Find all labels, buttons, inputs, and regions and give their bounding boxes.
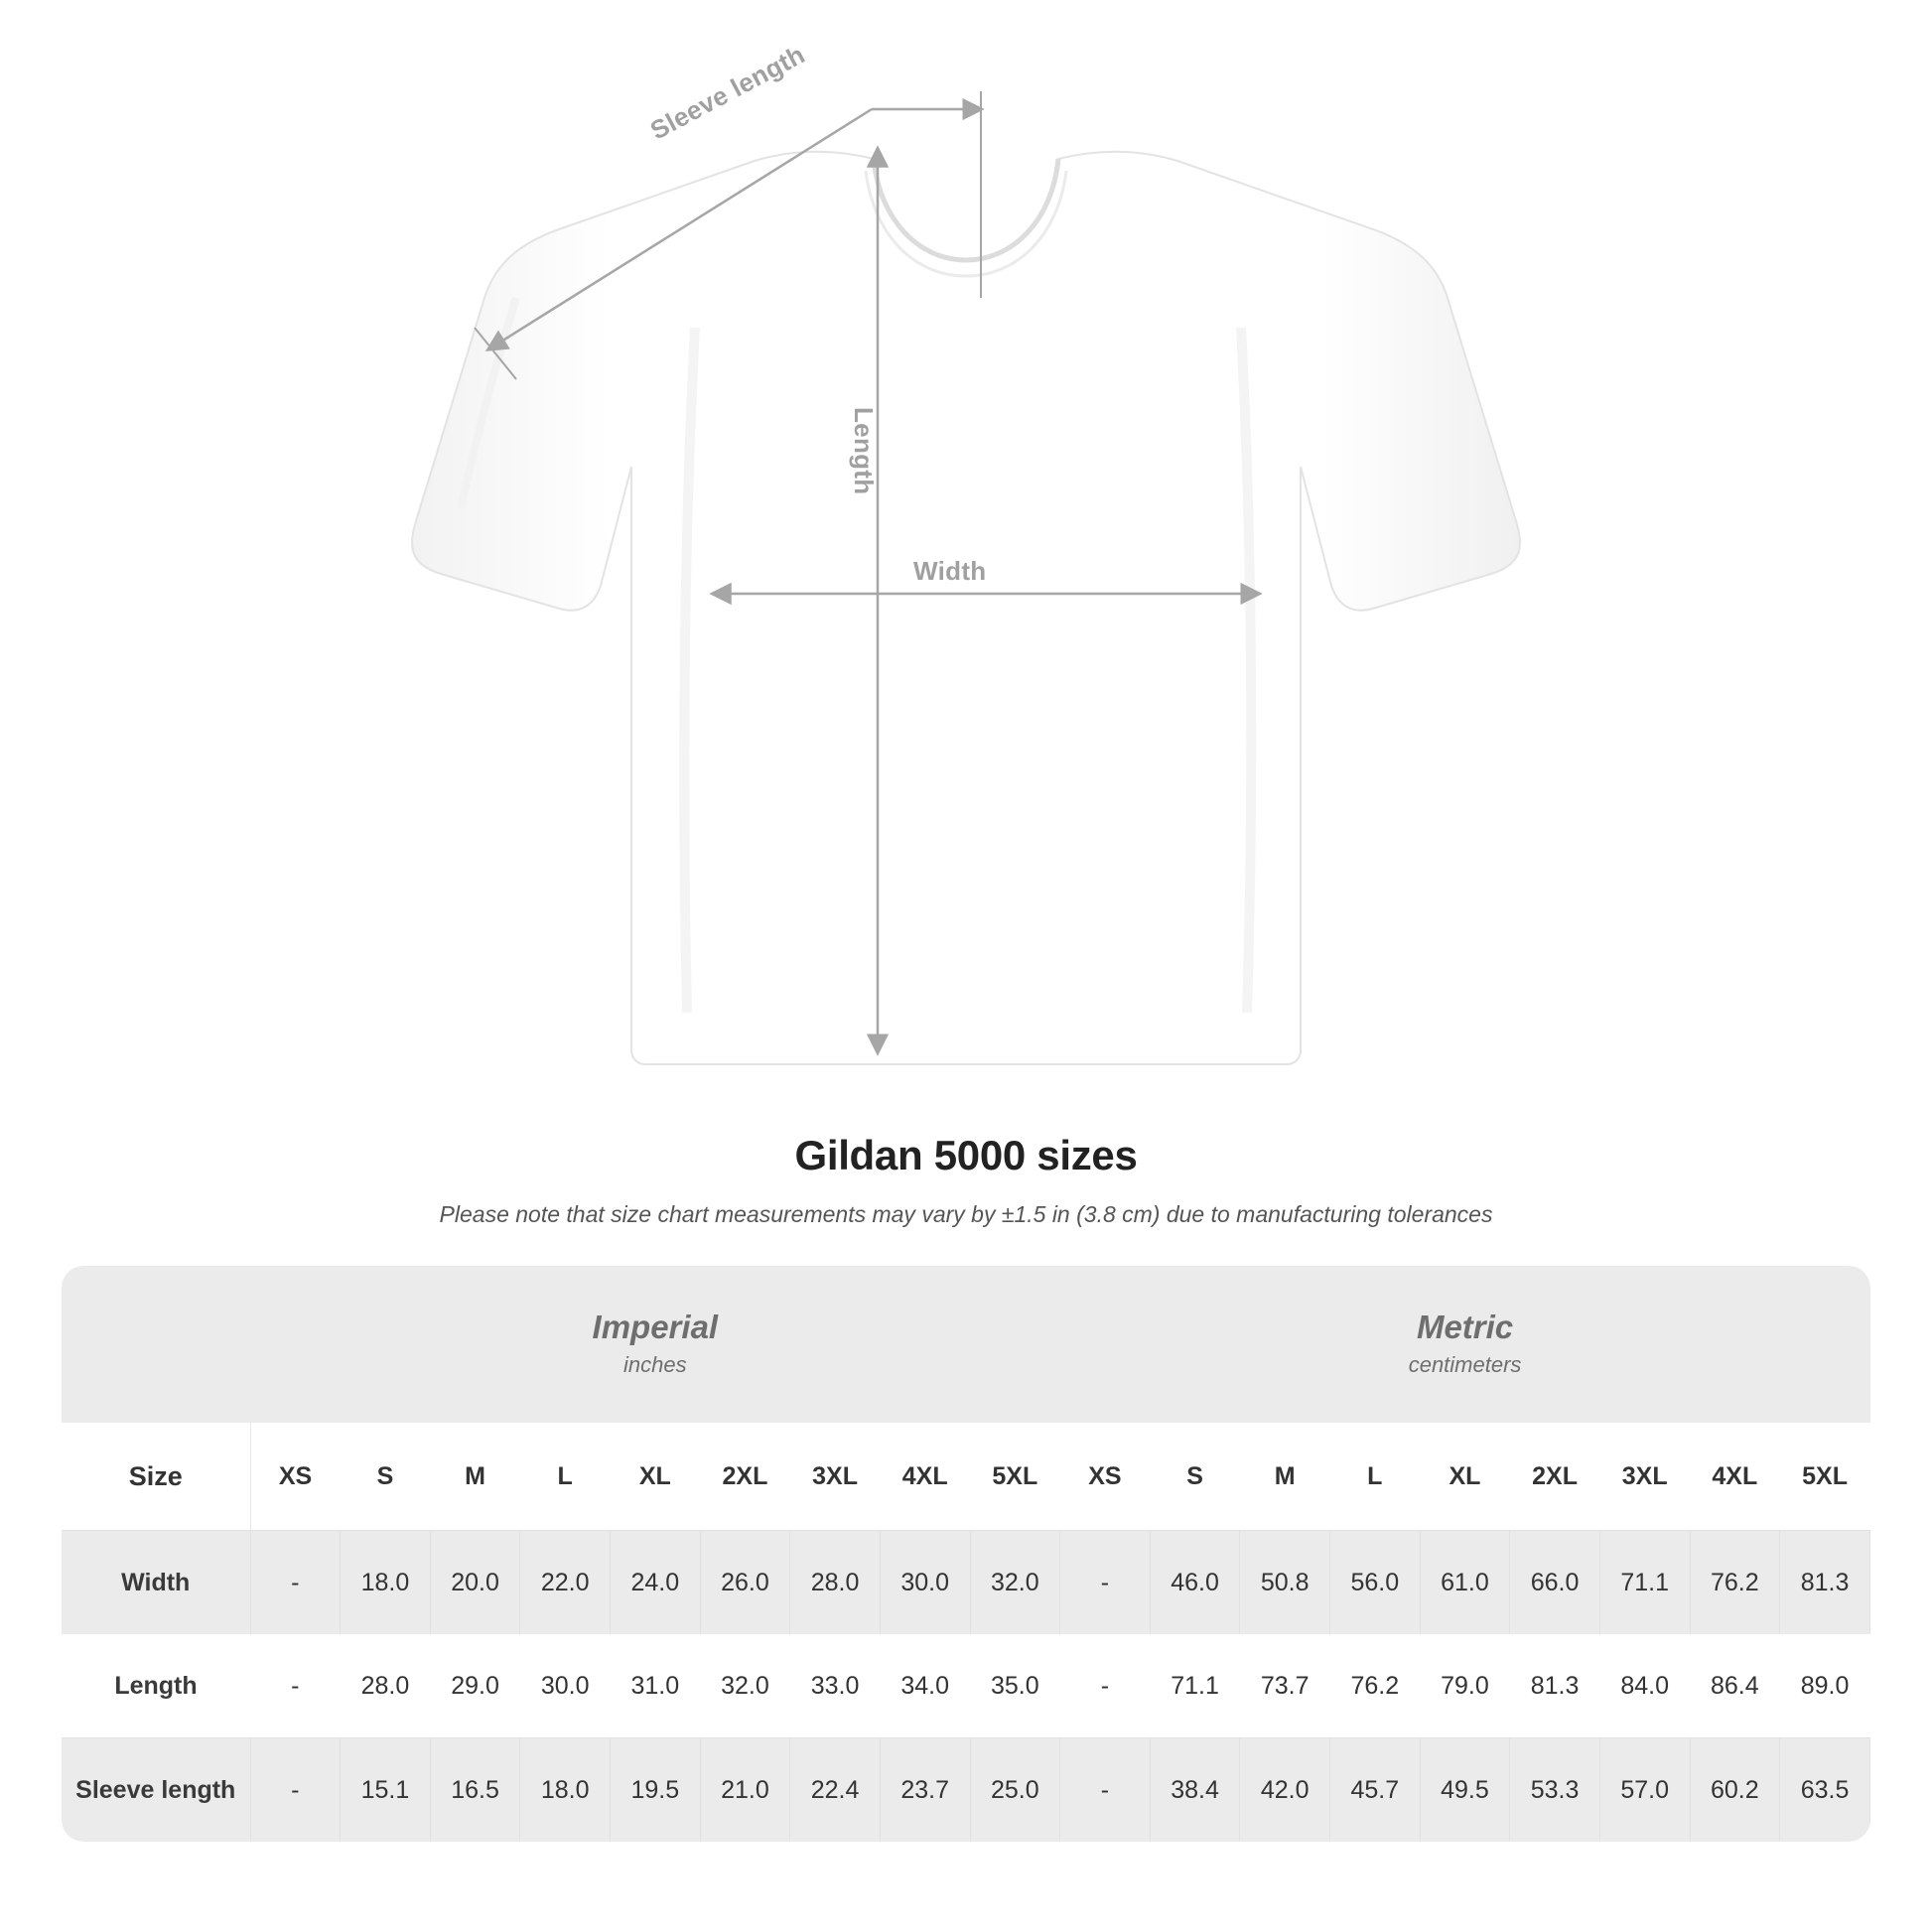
header-metric-4xl: 4XL xyxy=(1690,1423,1780,1531)
sleeve-imperial-s: 15.1 xyxy=(341,1738,431,1843)
length-metric-s: 71.1 xyxy=(1171,1671,1219,1700)
width-metric-l: 56.0 xyxy=(1330,1531,1421,1635)
width-metric-3xl: 71.1 xyxy=(1599,1531,1690,1635)
sleeve-metric-5xl: 63.5 xyxy=(1780,1738,1870,1843)
header-imperial-s: S xyxy=(341,1423,431,1531)
width-metric-4xl: 76.2 xyxy=(1690,1531,1780,1635)
width-imperial-3xl: 28.0 xyxy=(790,1531,881,1635)
length-metric-m: 73.7 xyxy=(1260,1671,1310,1700)
width-imperial-5xl: 32.0 xyxy=(970,1531,1060,1635)
header-imperial-l: L xyxy=(520,1423,611,1531)
header-metric-3xl: 3XL xyxy=(1599,1423,1690,1531)
width-imperial-l: 22.0 xyxy=(520,1531,611,1635)
width-metric-xs: - xyxy=(1060,1531,1151,1635)
size-table-container xyxy=(62,1266,1870,1842)
length-metric-5xl: 89.0 xyxy=(1800,1671,1850,1700)
header-imperial-3xl: 3XL xyxy=(790,1423,881,1531)
metric-unit: centimeters xyxy=(1408,1352,1522,1378)
length-imperial-2xl: 32.0 xyxy=(721,1671,769,1700)
header-metric-m: M xyxy=(1240,1423,1330,1531)
length-label: Length xyxy=(849,407,879,495)
sleeve-metric-s: 38.4 xyxy=(1150,1738,1240,1843)
header-metric-s: S xyxy=(1150,1423,1240,1531)
size-header-row xyxy=(62,1423,1870,1531)
sleeve-imperial-l: 18.0 xyxy=(520,1738,611,1843)
length-imperial-xs: - xyxy=(291,1671,300,1700)
length-imperial-l: 30.0 xyxy=(540,1671,590,1700)
sleeve-metric-3xl: 57.0 xyxy=(1599,1738,1690,1843)
width-imperial-xs: - xyxy=(250,1531,341,1635)
width-metric-5xl: 81.3 xyxy=(1780,1531,1870,1635)
header-imperial-5xl: 5XL xyxy=(970,1423,1060,1531)
width-imperial-s: 18.0 xyxy=(341,1531,431,1635)
imperial-name: Imperial xyxy=(592,1308,719,1345)
width-imperial-xl: 24.0 xyxy=(611,1531,701,1635)
header-imperial-xl: XL xyxy=(611,1423,701,1531)
header-imperial-xs: XS xyxy=(250,1423,341,1531)
length-metric-xs: - xyxy=(1100,1671,1110,1700)
width-imperial-m: 20.0 xyxy=(430,1531,520,1635)
sleeve-metric-xl: 49.5 xyxy=(1420,1738,1510,1843)
sleeve-imperial-3xl: 22.4 xyxy=(790,1738,881,1843)
size-table xyxy=(62,1266,1870,1842)
header-metric-xl: XL xyxy=(1420,1423,1510,1531)
length-imperial-3xl: 33.0 xyxy=(810,1671,860,1700)
width-imperial-2xl: 26.0 xyxy=(700,1531,790,1635)
header-metric-2xl: 2XL xyxy=(1510,1423,1600,1531)
sleeve-imperial-m: 16.5 xyxy=(430,1738,520,1843)
title-block xyxy=(0,1132,1932,1228)
sleeve-metric-l: 45.7 xyxy=(1330,1738,1421,1843)
width-imperial-4xl: 30.0 xyxy=(880,1531,970,1635)
table-row xyxy=(62,1738,1870,1843)
length-imperial-xl: 31.0 xyxy=(630,1671,680,1700)
row-label-sleeve-length: Sleeve length xyxy=(62,1738,250,1843)
length-metric-3xl: 84.0 xyxy=(1620,1671,1670,1700)
unit-system-spacer xyxy=(62,1266,250,1423)
length-imperial-5xl: 35.0 xyxy=(990,1671,1039,1700)
tolerance-note: Please note that size chart measurements may vary by ±1.5 in (3.8 cm) due to manufacturing tolerances xyxy=(439,1201,1493,1227)
header-imperial-2xl: 2XL xyxy=(700,1423,790,1531)
row-label-length: Length xyxy=(114,1671,198,1700)
header-imperial-4xl: 4XL xyxy=(880,1423,970,1531)
length-metric-l: 76.2 xyxy=(1350,1671,1400,1700)
unit-system-row xyxy=(62,1266,1870,1423)
length-metric-2xl: 81.3 xyxy=(1530,1671,1580,1700)
table-row xyxy=(62,1634,1870,1738)
length-metric-xl: 79.0 xyxy=(1441,1671,1489,1700)
length-imperial-4xl: 34.0 xyxy=(900,1671,950,1700)
header-metric-xs: XS xyxy=(1060,1423,1151,1531)
sleeve-imperial-5xl: 25.0 xyxy=(970,1738,1060,1843)
sleeve-imperial-xs: - xyxy=(250,1738,341,1843)
sleeve-length-label: Sleeve length xyxy=(645,39,810,146)
size-header-label: Size xyxy=(62,1423,250,1531)
table-row xyxy=(62,1531,1870,1635)
sleeve-metric-4xl: 60.2 xyxy=(1690,1738,1780,1843)
sleeve-imperial-4xl: 23.7 xyxy=(880,1738,970,1843)
width-metric-s: 46.0 xyxy=(1150,1531,1240,1635)
header-metric-5xl: 5XL xyxy=(1780,1423,1870,1531)
unit-system-imperial xyxy=(250,1266,1060,1423)
header-metric-l: L xyxy=(1330,1423,1421,1531)
row-label-width: Width xyxy=(62,1531,250,1635)
page-title: Gildan 5000 sizes xyxy=(794,1132,1138,1178)
sleeve-metric-m: 42.0 xyxy=(1240,1738,1330,1843)
sleeve-metric-2xl: 53.3 xyxy=(1510,1738,1600,1843)
width-metric-xl: 61.0 xyxy=(1420,1531,1510,1635)
sleeve-metric-xs: - xyxy=(1060,1738,1151,1843)
length-imperial-m: 29.0 xyxy=(451,1671,499,1700)
length-metric-4xl: 86.4 xyxy=(1710,1671,1759,1700)
tshirt-shape xyxy=(412,152,1520,1064)
unit-system-metric xyxy=(1060,1266,1870,1423)
width-metric-m: 50.8 xyxy=(1240,1531,1330,1635)
imperial-unit: inches xyxy=(623,1352,687,1378)
header-imperial-m: M xyxy=(430,1423,520,1531)
length-imperial-s: 28.0 xyxy=(360,1671,410,1700)
metric-name: Metric xyxy=(1416,1308,1514,1345)
width-metric-2xl: 66.0 xyxy=(1510,1531,1600,1635)
sleeve-imperial-xl: 19.5 xyxy=(611,1738,701,1843)
width-label: Width xyxy=(913,556,987,586)
sleeve-imperial-2xl: 21.0 xyxy=(700,1738,790,1843)
